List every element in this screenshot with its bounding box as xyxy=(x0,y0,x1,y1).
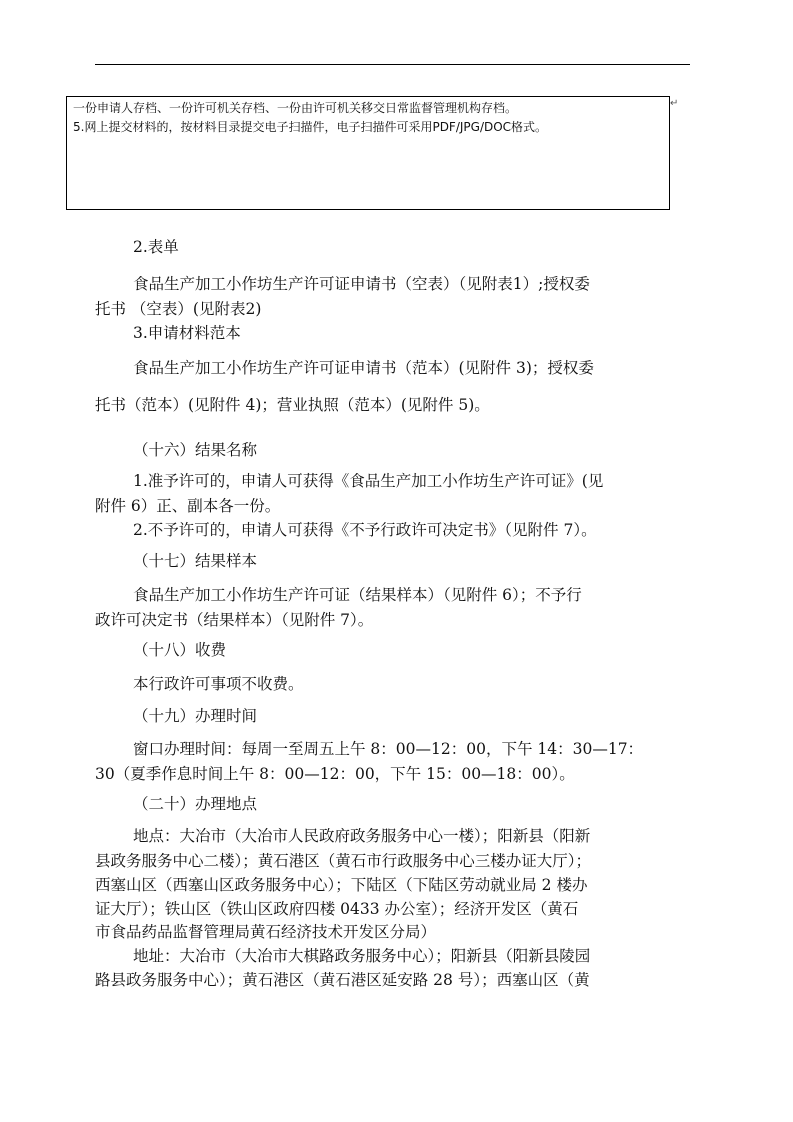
section-forms-heading: 2.表单 xyxy=(133,238,179,256)
office-hours-line: 窗口办理时间：每周一至周五上午 8：00—12：00，下午 14：30—17： xyxy=(133,740,644,758)
result-name-line: 附件 6）正、副本各一份。 xyxy=(95,497,281,515)
office-hours-line: 30（夏季作息时间上午 8：00—12：00，下午 15：00—18：00）。 xyxy=(95,765,575,783)
location-line: 市食品药品监督管理局黄石经济技术开发区分局） xyxy=(95,923,437,941)
forms-paragraph-line: 食品生产加工小作坊生产许可证申请书（空表）（见附表1）;授权委 xyxy=(133,275,590,293)
result-name-line: 2.不予许可的，申请人可获得《不予行政许可决定书》（见附件 7）。 xyxy=(133,521,597,539)
samples-paragraph-line: 托书（范本）(见附件 4)；营业执照（范本）(见附件 5)。 xyxy=(95,396,490,414)
section-17-heading: （十七）结果样本 xyxy=(133,552,258,570)
address-line: 路县政务服务中心）；黄石港区（黄石港区延安路 28 号）；西塞山区（黄 xyxy=(95,971,590,989)
section-19-heading: （十九）办理时间 xyxy=(133,707,258,725)
samples-paragraph-line: 食品生产加工小作坊生产许可证申请书（范本）(见附件 3)；授权委 xyxy=(133,359,594,377)
section-samples-heading: 3.申请材料范本 xyxy=(133,324,241,342)
section-16-heading: （十六）结果名称 xyxy=(133,441,258,459)
result-sample-line: 食品生产加工小作坊生产许可证（结果样本）（见附件 6）；不予行 xyxy=(133,586,582,604)
address-line: 地址：大冶市（大冶市大棋路政务服务中心）；阳新县（阳新县陵园 xyxy=(133,947,591,965)
forms-paragraph-line: 托书 （空表）(见附表2) xyxy=(95,300,262,318)
location-line: 证大厅）；铁山区（铁山区政府四楼 0433 办公室）；经济开发区（黄石 xyxy=(95,900,579,918)
location-line: 西塞山区（西塞山区政务服务中心）；下陆区（下陆区劳动就业局 2 楼办 xyxy=(95,876,588,894)
note-line-archive: 一份申请人存档、一份许可机关存档、一份由许可机关移交日常监督管理机构存档。 xyxy=(73,101,518,115)
materials-note-box xyxy=(66,96,670,210)
paragraph-return-icon: ↵ xyxy=(670,98,679,109)
location-line: 地点：大冶市（大冶市人民政府政务服务中心一楼）；阳新县（阳新 xyxy=(133,827,591,845)
section-18-heading: （十八）收费 xyxy=(133,641,227,659)
section-20-heading: （二十）办理地点 xyxy=(133,795,258,813)
header-rule xyxy=(95,64,690,65)
location-line: 县政务服务中心二楼）；黄石港区（黄石市行政服务中心三楼办证大厅）； xyxy=(95,852,592,870)
result-sample-line: 政许可决定书（结果样本）（见附件 7）。 xyxy=(95,611,374,629)
fee-line: 本行政许可事项不收费。 xyxy=(133,675,304,693)
result-name-line: 1.准予许可的，申请人可获得《食品生产加工小作坊生产许可证》(见 xyxy=(133,472,604,490)
note-line-online-submission: 5.网上提交材料的，按材料目录提交电子扫描件，电子扫描件可采用PDF/JPG/DOC格式。 xyxy=(73,120,548,134)
